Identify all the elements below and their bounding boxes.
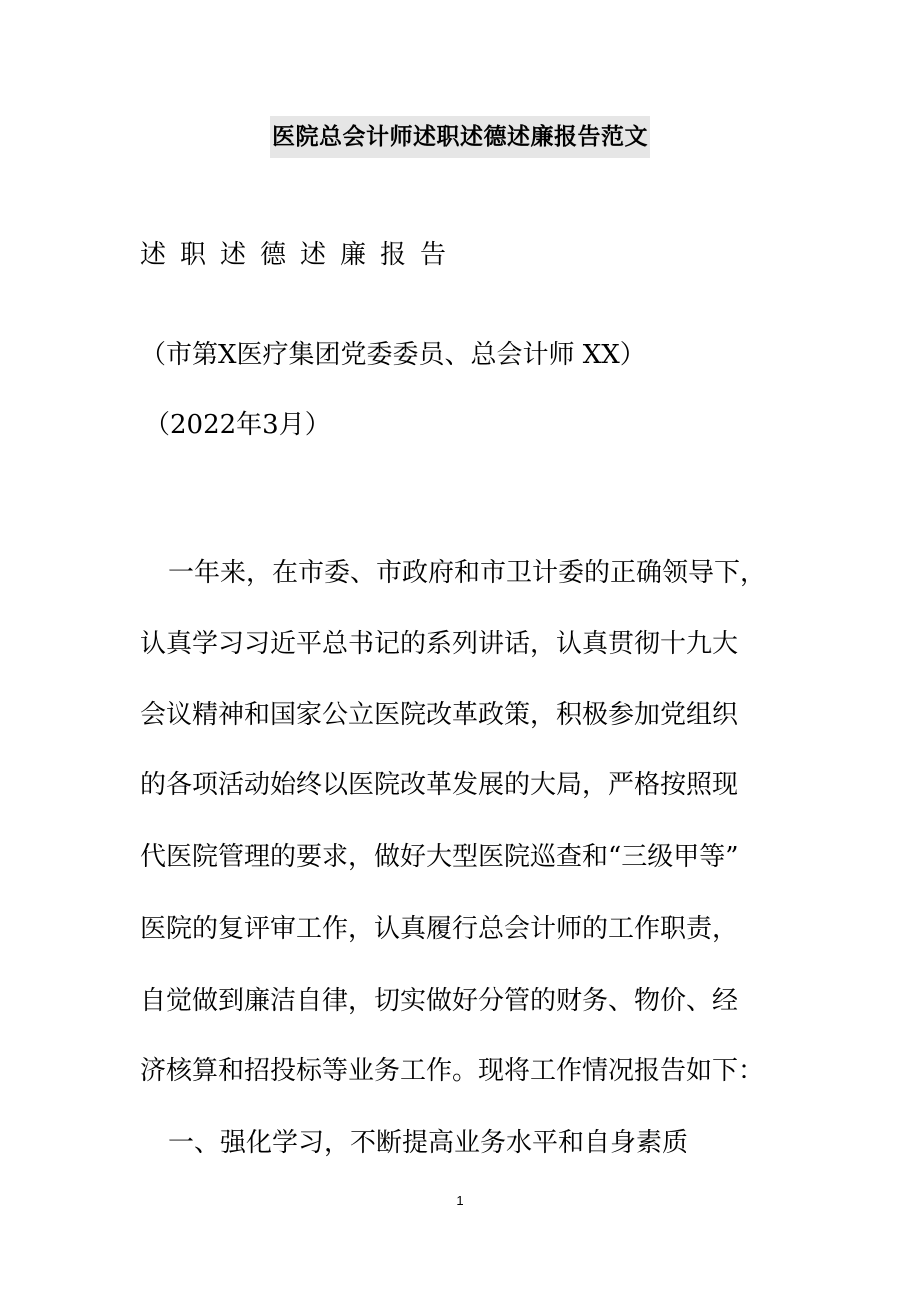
page-number: 1 xyxy=(456,1193,464,1208)
date-line: （2022年3月） xyxy=(144,410,331,440)
body-paragraph-line: 济核算和招投标等业务工作。现将工作情况报告如下： xyxy=(140,1056,765,1086)
body-paragraph-line: 的各项活动始终以医院改革发展的大局，严格按照现 xyxy=(140,770,739,800)
body-paragraph-line: 自觉做到廉洁自律，切实做好分管的财务、物价、经 xyxy=(140,986,739,1016)
title-container xyxy=(0,116,920,158)
report-subtitle: 述职述德述廉报告 xyxy=(140,240,461,270)
body-paragraph-line: 会议精神和国家公立医院改革政策，积极参加党组织 xyxy=(140,700,739,730)
body-paragraph-line: 一年来，在市委、市政府和市卫计委的正确领导下， xyxy=(168,558,767,588)
author-line: （市第X医疗集团党委委员、总会计师 XX） xyxy=(140,340,646,370)
body-paragraph-line: 代医院管理的要求，做好大型医院巡查和“三级甲等” xyxy=(140,842,739,872)
body-paragraph-line: 医院的复评审工作，认真履行总会计师的工作职责， xyxy=(140,914,739,944)
body-paragraph-line: 认真学习习近平总书记的系列讲话，认真贯彻十九大 xyxy=(140,629,739,659)
section-heading: 一、强化学习，不断提高业务水平和自身素质 xyxy=(168,1128,689,1158)
document-title: 医院总会计师述职述德述廉报告范文 xyxy=(270,116,650,158)
